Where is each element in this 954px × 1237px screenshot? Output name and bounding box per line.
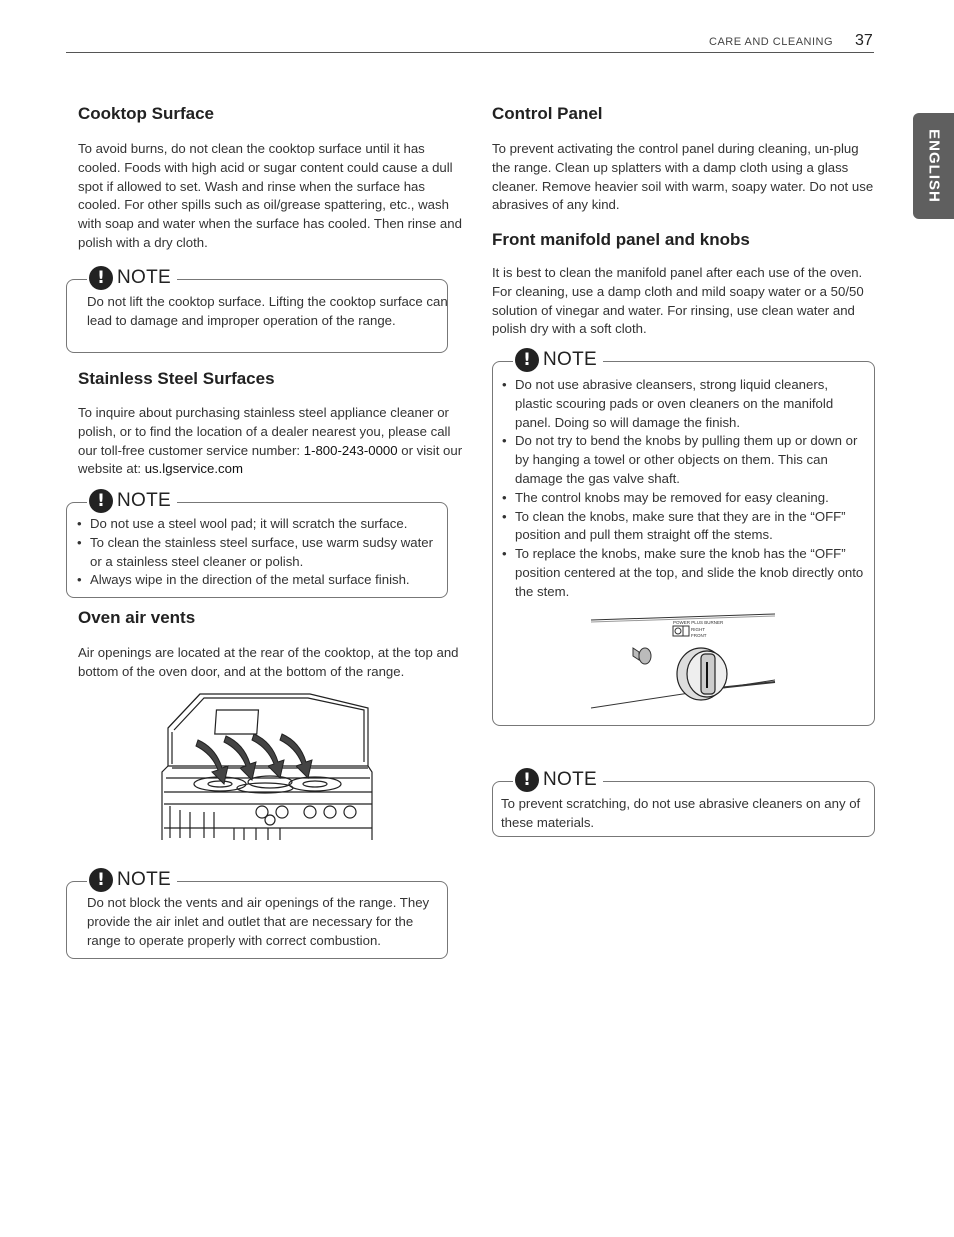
vents-title: Oven air vents	[78, 608, 196, 627]
note-header	[513, 348, 603, 372]
scratch-note	[492, 769, 875, 837]
page-number: 37	[855, 32, 873, 49]
header-section-title: CARE AND CLEANING	[709, 36, 834, 48]
exclamation-icon: !	[89, 868, 113, 892]
list-item: • Do not try to bend the knobs by pulling them up or down or by hanging a towel or other objects on them. This can damage the gas valve shaft.	[501, 432, 867, 488]
figure-label-burner: POWER PLUS BURNER	[673, 620, 724, 625]
figure-label-right: RIGHT	[691, 627, 705, 632]
list-item: • To replace the knobs, make sure the knob has the “OFF” position centered at the top, and slide the knob directly onto the stem.	[501, 545, 867, 601]
list-item: • To clean the knobs, make sure that they are in the “OFF” position and pull them straight off the stems.	[501, 508, 867, 546]
website-prefix: or visit our website at:	[78, 442, 463, 477]
manifold-title: Front manifold panel and knobs	[492, 230, 750, 249]
note-header	[87, 489, 177, 513]
note-label: NOTE	[117, 490, 171, 511]
range-vents-illustration	[160, 688, 375, 840]
website-link[interactable]: us.lgservice.com	[144, 461, 243, 477]
control-title: Control Panel	[492, 104, 603, 123]
language-tab	[913, 113, 954, 219]
figure-label-front: FRONT	[691, 633, 707, 638]
note-header	[87, 868, 177, 892]
knob-removal-illustration	[589, 608, 779, 716]
phone-number: 1-800-243-0000	[303, 442, 398, 458]
exclamation-icon: !	[89, 266, 113, 290]
stainless-note	[66, 490, 448, 598]
list-item: • The control knobs may be removed for easy cleaning.	[501, 489, 867, 508]
exclamation-icon: !	[89, 489, 113, 513]
list-item: • Do not use abrasive cleansers, strong liquid cleaners, plastic scouring pads or oven cleaners on the manifold panel. Doing so will damage the finish.	[501, 376, 867, 432]
control-body: To prevent activating the control panel during cleaning, un-plug the range. Clean up splatters with a damp cloth using a glass cleaner. Remove heavier soil with warm, soapy water. Do not use abrasives of any kind.	[492, 141, 874, 213]
stainless-body	[78, 404, 463, 479]
cooktop-body: To avoid burns, do not clean the cooktop surface until it has cooled. Foods with high acid or sugar content could cause a dull spot if allowed to set. Wash and rinse when the surface has cooled. For other spills such as oil/grease spattering, etc., wash with soap and water when the surface has cooled. Then rinse and polish with a dry cloth.	[78, 141, 462, 250]
stainless-body-text: To inquire about purchasing stainless steel appliance cleaner or polish, or to find the location of a dealer nearest you, please call our toll-free customer service number:	[78, 405, 451, 458]
header-divider	[66, 52, 874, 53]
note-label: NOTE	[117, 869, 171, 890]
note-header	[87, 266, 177, 290]
vents-body: Air openings are located at the rear of the cooktop, at the top and bottom of the oven door, and at the bottom of the range.	[78, 645, 459, 679]
list-item: • Always wipe in the direction of the metal surface finish.	[76, 571, 446, 590]
list-item: • To clean the stainless steel surface, use warm sudsy water or a stainless steel cleaner or polish.	[76, 534, 446, 572]
list-item: • Do not use a steel wool pad; it will scratch the surface.	[76, 515, 446, 534]
note-label: NOTE	[543, 349, 597, 370]
vents-note	[66, 869, 448, 959]
stainless-note-list	[76, 515, 446, 590]
cooktop-note-text: Do not lift the cooktop surface. Lifting the cooktop surface can lead to damage and improper operation of the range.	[87, 294, 448, 328]
scratch-note-text: To prevent scratching, do not use abrasive cleaners on any of these materials.	[501, 796, 861, 830]
vents-note-text: Do not block the vents and air openings of the range. They provide the air inlet and outlet that are necessary for the range to operate properly with correct combustion.	[87, 895, 430, 948]
manifold-note-list	[501, 376, 867, 602]
manifold-note	[492, 349, 875, 726]
note-label: NOTE	[117, 267, 171, 288]
exclamation-icon: !	[515, 768, 539, 792]
cooktop-title: Cooktop Surface	[78, 104, 215, 123]
language-tab-label: ENGLISH	[925, 129, 942, 203]
exclamation-icon: !	[515, 348, 539, 372]
note-label: NOTE	[543, 769, 597, 790]
manifold-body: It is best to clean the manifold panel after each use of the oven. For cleaning, use a damp cloth and mild soapy water or a 50/50 solution of vinegar and water. For rinsing, use clean water and polish dry with a soft cloth.	[492, 265, 864, 337]
stainless-title: Stainless Steel Surfaces	[78, 369, 275, 388]
note-header	[513, 768, 603, 792]
cooktop-note	[66, 267, 448, 353]
